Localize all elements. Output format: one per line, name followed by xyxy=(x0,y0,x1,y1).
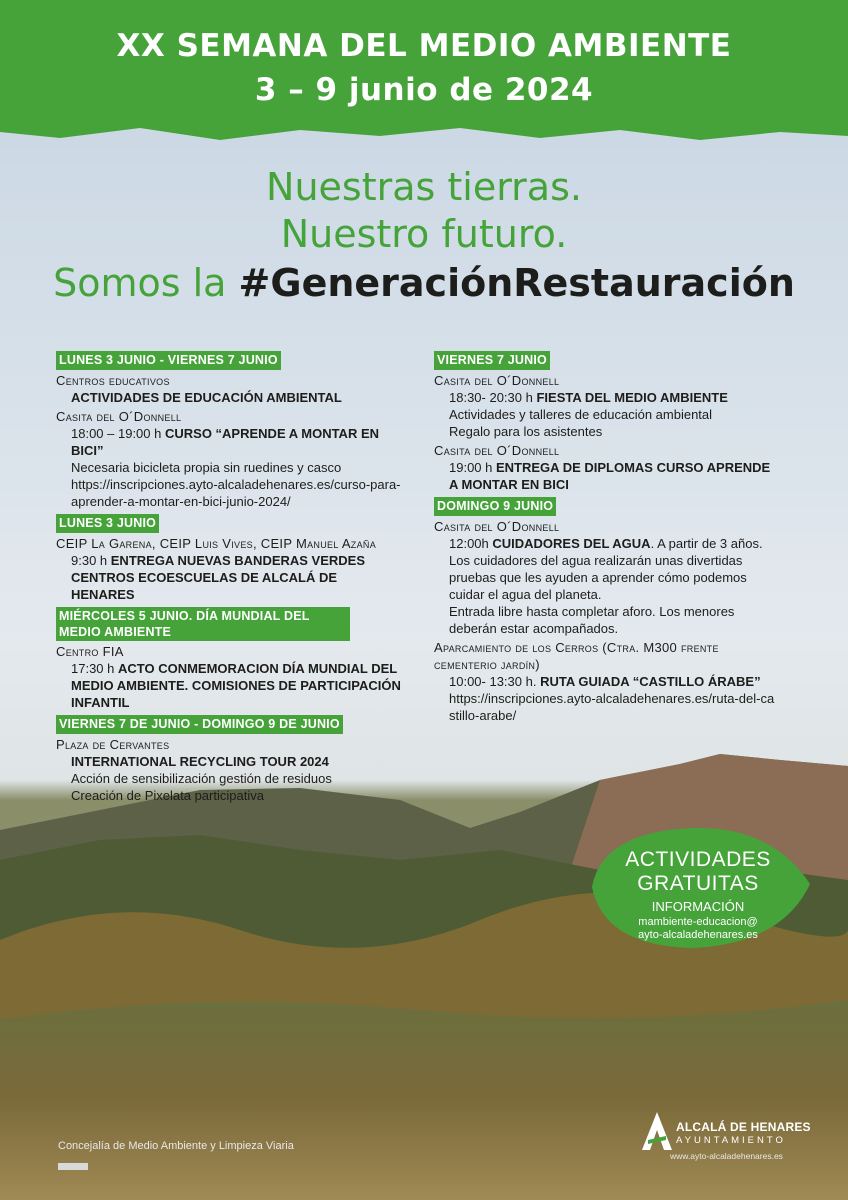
slogan-prefix: Somos la xyxy=(53,261,239,305)
contact-email-line1[interactable]: mambiente-educacion@ xyxy=(638,916,758,928)
venue: Centro FIA xyxy=(56,644,124,659)
city-logo xyxy=(640,1108,811,1172)
activity xyxy=(56,552,401,603)
concejalia-credit: Concejalía de Medio Ambiente y Limpieza Viaria xyxy=(58,1140,294,1152)
activity-time: 19:00 h xyxy=(449,460,496,475)
activity-note: Necesaria bicicleta propia sin ruedines y casco xyxy=(71,460,342,475)
activity-title: CURSO “APRENDE A MONTAR EN BICI” xyxy=(71,426,380,458)
activity-time: 9:30 h xyxy=(71,553,111,568)
city-name: ALCALÁ DE HENARES xyxy=(676,1120,811,1134)
activity-title: FIESTA DEL MEDIO AMBIENTE xyxy=(536,390,728,405)
date-badge: LUNES 3 JUNIO xyxy=(56,514,159,533)
slogan-line3 xyxy=(0,260,848,306)
venue: Casita del O´Donnell xyxy=(434,443,560,458)
hashtag: #GeneraciónRestauración xyxy=(238,261,795,305)
activity-note: Entrada libre hasta completar aforo. Los menores deberán estar acompañados. xyxy=(449,604,735,636)
activity-title: ACTIVIDADES DE EDUCACIÓN AMBIENTAL xyxy=(71,390,342,405)
activity xyxy=(56,660,401,711)
alcala-logo-icon xyxy=(640,1110,674,1152)
activity-time: 12:00h xyxy=(449,536,493,551)
date-badge: DOMINGO 9 JUNIO xyxy=(434,497,556,516)
activity xyxy=(434,459,779,493)
date-badge: MIÉRCOLES 5 JUNIO. DÍA MUNDIAL DEL MEDIO AMBIENTE xyxy=(56,607,350,641)
venue: Casita del O´Donnell xyxy=(434,373,560,388)
activity-time: 18:30- 20:30 h xyxy=(449,390,537,405)
activity-note: Regalo para los asistentes xyxy=(449,424,603,439)
activity-note: Acción de sensibilización gestión de residuos xyxy=(71,771,332,786)
city-council: AYUNTAMIENTO xyxy=(676,1135,786,1146)
leaf-line2: GRATUITAS xyxy=(637,872,759,895)
activity-title: RUTA GUIADA “CASTILLO ÁRABE” xyxy=(540,674,761,689)
website-link[interactable]: www.ayto-alcaladehenares.es xyxy=(670,1151,783,1161)
activity-title: CUIDADORES DEL AGUA xyxy=(492,536,651,551)
activity-title: ENTREGA DE DIPLOMAS CURSO APRENDE A MONTAR EN BICI xyxy=(449,460,771,492)
registration-link[interactable]: https://inscripciones.ayto-alcaladehenares.es/ruta-del-castillo-arabe/ xyxy=(449,691,775,723)
slogan-line1: Nuestras tierras. xyxy=(266,165,582,209)
torn-edge xyxy=(0,118,848,148)
header-banner xyxy=(0,0,848,128)
activity-time: 18:00 – 19:00 h xyxy=(71,426,165,441)
date-badge: VIERNES 7 JUNIO xyxy=(434,351,550,370)
registration-link[interactable]: https://inscripciones.ayto-alcaladehenares.es/curso-para-aprender-a-montar-en-bici-junio-2024/ xyxy=(71,477,401,509)
activity-title: ACTO CONMEMORACION DÍA MUNDIAL DEL MEDIO AMBIENTE. COMISIONES DE PARTICIPACIÓN INFANTIL xyxy=(71,661,401,710)
slogan-line2: Nuestro futuro. xyxy=(280,212,568,256)
venue: Casita del O´Donnell xyxy=(56,409,182,424)
event-dates: 3 – 9 junio de 2024 xyxy=(254,72,594,108)
free-activities-leaf xyxy=(582,822,814,952)
activity-time: 10:00- 13:30 h. xyxy=(449,674,541,689)
activity-title: INTERNATIONAL RECYCLING TOUR 2024 xyxy=(71,754,329,769)
small-logo-icon xyxy=(58,1163,88,1170)
activity xyxy=(434,535,779,603)
event-title: XX SEMANA DEL MEDIO AMBIENTE xyxy=(116,28,732,64)
venue: Centros educativos xyxy=(56,373,170,388)
activity xyxy=(434,673,779,690)
activity xyxy=(434,389,779,406)
venue: CEIP La Garena, CEIP Luis Vives, CEIP Manuel Azaña xyxy=(56,536,376,551)
activity-title: ENTREGA NUEVAS BANDERAS VERDES CENTROS ECOESCUELAS DE ALCALÁ DE HENARES xyxy=(71,553,366,602)
leaf-line3: INFORMACIÓN xyxy=(651,899,745,914)
contact-email-line2[interactable]: ayto-alcaladehenares.es xyxy=(638,929,758,941)
venue: Aparcamiento de los Cerros (Ctra. M300 frente cementerio jardín) xyxy=(434,640,719,672)
activity-note: Creación de Pixelata participativa xyxy=(71,788,264,803)
activity-note: Actividades y talleres de educación ambiental xyxy=(449,407,713,422)
program-right-column xyxy=(434,347,779,724)
venue: Plaza de Cervantes xyxy=(56,737,170,752)
activity xyxy=(56,425,401,459)
date-badge: VIERNES 7 DE JUNIO - DOMINGO 9 DE JUNIO xyxy=(56,715,343,734)
activity-time: 17:30 h xyxy=(71,661,118,676)
leaf-line1: ACTIVIDADES xyxy=(625,848,771,871)
program-left-column xyxy=(56,347,401,804)
activity-description: . A partir de 3 años. Los cuidadores del agua realizarán unas divertidas pruebas que les ayuden a aprender cómo podemos cuidar el agua del planeta. xyxy=(449,536,763,602)
venue: Casita del O´Donnell xyxy=(434,519,560,534)
date-badge: LUNES 3 JUNIO - VIERNES 7 JUNIO xyxy=(56,351,281,370)
